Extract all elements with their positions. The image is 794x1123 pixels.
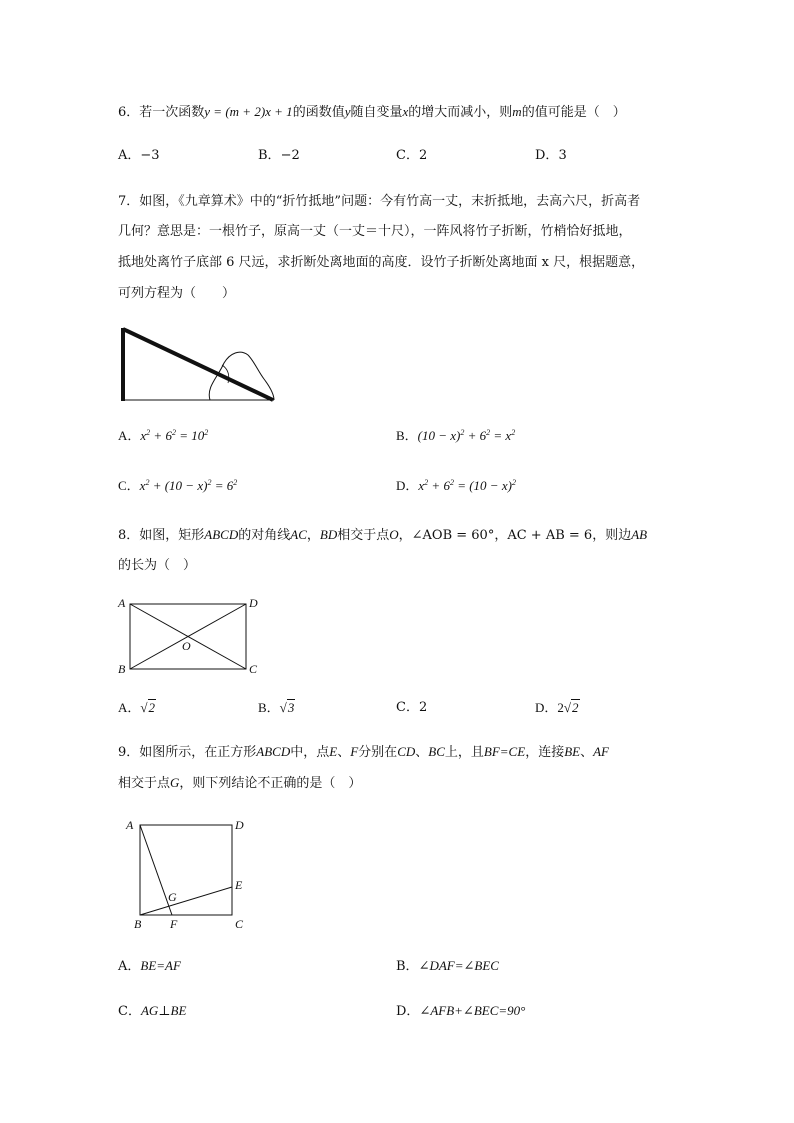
label-a: A [126, 818, 134, 832]
q7-bamboo-figure [118, 325, 278, 405]
q8-stem-line-1: 8．如图，矩形ABCD的对角线AC，BD相交于点O，∠AOB = 60°，AC + AB = 6，则边AB [118, 527, 648, 543]
label-d: D [235, 818, 244, 832]
q8-option-c[interactable]: C．2 [396, 700, 428, 715]
q9-option-b[interactable]: B．∠DAF=∠BEC [396, 958, 499, 974]
q7-option-c[interactable]: C．$x^2 + (10 - x)^2 = 6^2$ [118, 478, 238, 493]
q6-stem-text: 6．若一次函数 [118, 105, 205, 120]
label-d: D [249, 596, 258, 610]
q6-option-d[interactable]: D．3 [535, 148, 567, 163]
q6-option-b[interactable]: B．−2 [258, 148, 300, 163]
q9-option-c[interactable]: C．AG⊥BE [118, 1003, 187, 1019]
label-g: G [168, 890, 177, 904]
q7-stem-line-4: 可列方程为（ ） [118, 286, 236, 301]
bamboo-broken-top [123, 329, 273, 400]
q8-stem-line-2: 的长为（ ） [118, 558, 197, 573]
q6-option-c[interactable]: C．2 [396, 148, 428, 163]
label-f: F [170, 917, 178, 931]
q6-stem: 6．若一次函数y = (m + 2)x + 1的函数值y随自变量x的增大而减小，则m的值可能是（ ） [118, 104, 626, 120]
q7-stem-line-2: 几何？意思是：一根竹子，原高一丈（一丈＝十尺），一阵风将竹子折断，竹梢恰好抵地， [118, 224, 632, 239]
q7-stem-line-3: 抵地处离竹子底部 6 尺远，求折断处离地面的高度．设竹子折断处离地面 x 尺，根据题意， [118, 255, 645, 270]
q7-stem-line-1: 7．如图，《九章算术》中的“折竹抵地”问题：今有竹高一丈，末折抵地，去高六尺，折高者 [118, 194, 641, 209]
q7-option-b[interactable]: B．$(10 - x)^2 + 6^2 = x^2$ [396, 428, 516, 443]
q9-option-d[interactable]: D．∠AFB+∠BEC=90° [396, 1003, 526, 1019]
q9-square-figure [118, 815, 258, 935]
label-o: O [182, 639, 191, 653]
q8-option-a[interactable]: A．√2 [118, 700, 156, 715]
q9-stem-line-1: 9．如图所示，在正方形ABCD中，点E、F分别在CD、BC上，且BF=CE，连接BE、AF [118, 744, 609, 760]
q7-option-a[interactable]: A．$x^2 + 6^2 = 10^2$ [118, 428, 209, 443]
q8-option-b[interactable]: B．√3 [258, 700, 295, 715]
label-b: B [118, 662, 126, 676]
label-c: C [249, 662, 258, 676]
q8-rectangle-figure [118, 594, 268, 678]
segment-be [140, 887, 232, 915]
q7-option-d[interactable]: D．$x^2 + 6^2 = (10 - x)^2$ [396, 478, 516, 493]
label-e: E [235, 878, 243, 892]
q6-formula: y = (m + 2)x + 1 [204, 104, 293, 119]
q9-stem-line-2: 相交于点G，则下列结论不正确的是（ ） [118, 775, 362, 791]
q6-option-a[interactable]: A．−3 [118, 148, 160, 163]
label-c: C [235, 917, 244, 931]
q8-option-d[interactable]: D．2√2 [535, 700, 579, 715]
label-a: A [118, 596, 126, 610]
q9-option-a[interactable]: A．BE=AF [118, 958, 181, 974]
label-b: B [134, 917, 142, 931]
